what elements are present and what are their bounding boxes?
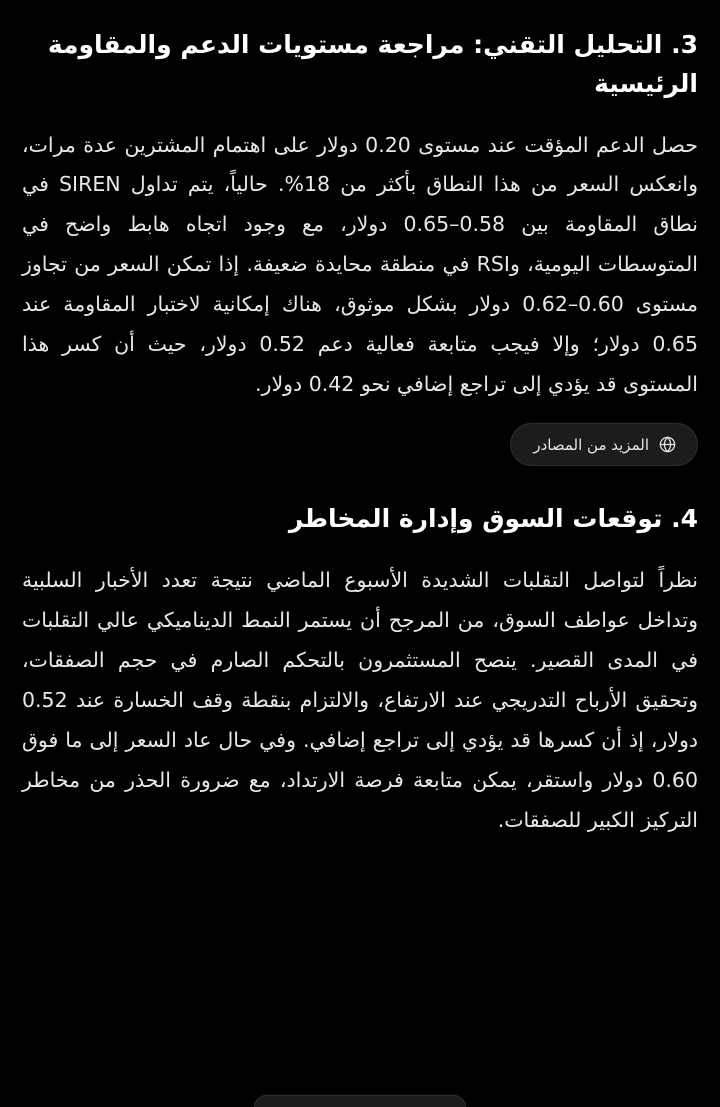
section-paragraph: نظراً لتواصل التقلبات الشديدة الأسبوع الماضي نتيجة تعدد الأخبار السلبية وتداخل عواطف السوق، من المرجح أن يستمر النمط الديناميكي عالي التقلبات في المدى القصير. ينصح المستثمرون بالتحكم الصارم في حجم الصفقات، وتحقيق الأرباح التدريجي عند الارتفاع، والالتزام بنقطة وقف الخسارة عند 0.52 دولار، إذ أن كسرها قد يؤدي إلى تراجع إضافي. وفي حال عاد السعر إلى ما فوق 0.60 دولار واستقر، يمكن متابعة فرصة الارتداد، مع ضرورة الحذر من مخاطر التركيز الكبير للصفقات. — [22, 568, 698, 832]
more-sources-label: المزيد من المصادر — [533, 435, 649, 454]
section-technical-analysis — [22, 26, 698, 466]
section-market-outlook — [22, 500, 698, 841]
section-heading: 3. التحليل التقني: مراجعة مستويات الدعم والمقاومة الرئيسية — [47, 30, 698, 98]
section-paragraph: حصل الدعم المؤقت عند مستوى 0.20 دولار على اهتمام المشترين عدة مرات، وانعكس السعر من هذا النطاق بأكثر من 18%. حالياً، يتم تداول SIREN في نطاق المقاومة بين 0.58–0.65 دولار، مع وجود اتجاه هابط واضح في المتوسطات اليومية، وRSI في منطقة محايدة ضعيفة. إذا تمكن السعر من تجاوز مستوى 0.60–0.62 دولار بشكل موثوق، هناك إمكانية لاختبار المقاومة عند 0.65 دولار؛ وإلا فيجب متابعة فعالية دعم 0.52 دولار، حيث أن كسر هذا المستوى قد يؤدي إلى تراجع إضافي نحو 0.42 دولار. — [22, 132, 699, 397]
bottom-pill[interactable] — [254, 1095, 466, 1107]
globe-icon — [658, 435, 677, 454]
more-sources-button[interactable] — [510, 423, 698, 466]
section-heading: 4. توقعات السوق وإدارة المخاطر — [288, 504, 698, 534]
sources-row — [22, 423, 698, 466]
bottom-partial-element — [0, 1093, 720, 1107]
